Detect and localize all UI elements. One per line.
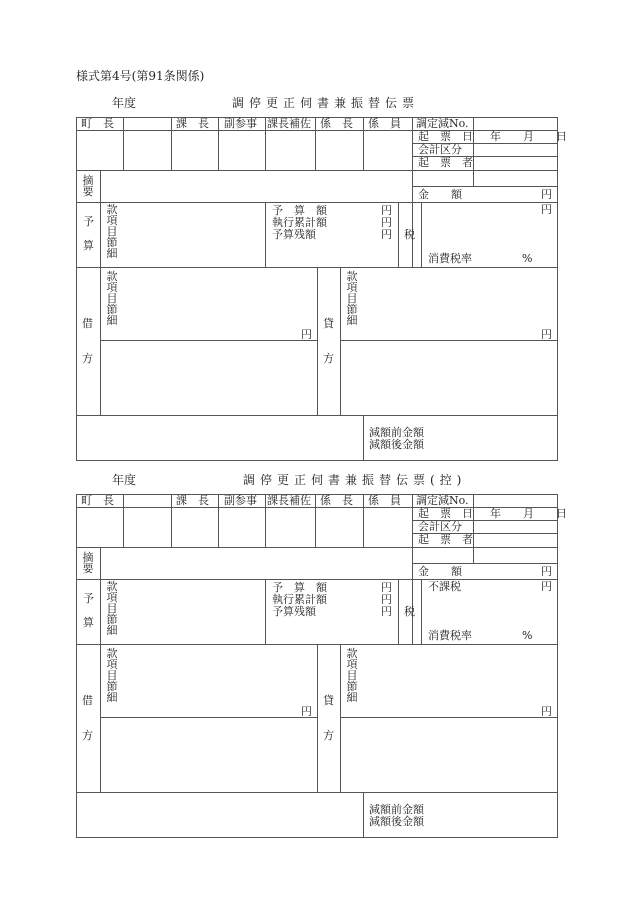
approval-header-section-chief: 課 長 (176, 494, 209, 507)
budget-label-2: 算 (83, 239, 94, 252)
credit-items: 款項目節細 (346, 270, 358, 327)
credit-detail-field[interactable] (341, 341, 557, 415)
executed-total-yen: 円 (381, 216, 392, 229)
account-class-field[interactable] (474, 144, 557, 156)
debit-label-2: 方 (82, 352, 93, 365)
credit-label-2: 方 (323, 729, 334, 742)
credit-yen: 円 (541, 328, 552, 341)
tax-label: 税 (404, 228, 415, 241)
approval-header-staff: 係 員 (368, 494, 401, 507)
stamp-box-assistant-chief[interactable] (266, 131, 315, 170)
budget-amount-yen: 円 (381, 581, 392, 594)
account-class-field[interactable] (474, 521, 557, 533)
credit-yen: 円 (541, 705, 552, 718)
issuer-label: 起 票 者 (418, 156, 473, 169)
debit-yen: 円 (301, 328, 312, 341)
approval-header-mayor: 町 長 (81, 117, 114, 130)
account-class-label: 会計区分 (418, 520, 462, 533)
stamp-box-mayor[interactable] (77, 508, 123, 547)
reduction-before-label: 減額前金額 (369, 426, 424, 439)
tax-free-label: 不課税 (428, 580, 461, 593)
summary-field[interactable] (101, 171, 412, 202)
stamp-box-assistant-chief[interactable] (266, 508, 315, 547)
executed-total-yen: 円 (381, 593, 392, 606)
approval-header-mayor: 町 長 (81, 494, 114, 507)
budget-amount-yen: 円 (381, 204, 392, 217)
consumption-tax-percent: % (522, 629, 533, 642)
approval-header-assistant-chief: 課長補佐 (267, 117, 311, 130)
budget-amount-label: 予 算 額 (272, 581, 327, 594)
debit-items: 款項目節細 (106, 647, 118, 704)
stamp-box-deputy[interactable] (219, 508, 265, 547)
summary-label: 摘要 (82, 174, 94, 198)
account-class-label: 会計区分 (418, 143, 462, 156)
reduction-before-label: 減額前金額 (369, 803, 424, 816)
budget-amount-label: 予 算 額 (272, 204, 327, 217)
tax-yen: 円 (541, 580, 552, 593)
stamp-box-unit-chief[interactable] (316, 131, 363, 170)
stamp-box-mayor[interactable] (77, 131, 123, 170)
issuer-field[interactable] (474, 157, 557, 169)
issue-date-label: 起 票 日 (418, 507, 473, 520)
executed-total-label: 執行累計額 (272, 216, 327, 229)
tax-label: 税 (404, 605, 415, 618)
credit-items: 款項目節細 (346, 647, 358, 704)
remaining-label: 予算残額 (272, 228, 316, 241)
budget-label-1: 予 (83, 592, 94, 605)
approval-header-deputy: 副参事 (224, 117, 257, 130)
amount-label: 金 額 (418, 565, 462, 578)
consumption-tax-rate-label: 消費税率 (428, 629, 472, 642)
approval-header-deputy: 副参事 (224, 494, 257, 507)
budget-label-2: 算 (83, 616, 94, 629)
stamp-box-blank[interactable] (124, 131, 171, 170)
summary-field[interactable] (101, 548, 412, 579)
debit-label-1: 借 (82, 694, 93, 707)
debit-label-1: 借 (82, 317, 93, 330)
debit-items: 款項目節細 (106, 270, 118, 327)
remaining-yen: 円 (381, 605, 392, 618)
form-title: 調停更正伺書兼振替伝票 (232, 96, 420, 110)
form-reference: 様式第4号(第91条関係) (76, 69, 205, 83)
reduction-after-label: 減額後金額 (369, 438, 424, 451)
approval-header-assistant-chief: 課長補佐 (267, 494, 311, 507)
adjust-no-label: 調定減No. (416, 117, 469, 130)
debit-label-2: 方 (82, 729, 93, 742)
remaining-label: 予算残額 (272, 605, 316, 618)
credit-label-1: 貸 (323, 694, 334, 707)
fiscal-year-label: 年度 (112, 473, 137, 487)
approval-header-staff: 係 員 (368, 117, 401, 130)
amount-label: 金 額 (418, 188, 462, 201)
stamp-box-unit-chief[interactable] (316, 508, 363, 547)
credit-detail-field[interactable] (341, 718, 557, 792)
credit-label-2: 方 (323, 352, 334, 365)
issuer-field[interactable] (474, 534, 557, 546)
form-title: 調停更正伺書兼振替伝票(控) (243, 473, 467, 487)
fiscal-year-label: 年度 (112, 96, 137, 110)
stamp-box-staff[interactable] (364, 508, 412, 547)
remaining-yen: 円 (381, 228, 392, 241)
amount-yen: 円 (541, 188, 552, 201)
adjust-no-field[interactable] (474, 495, 557, 507)
debit-yen: 円 (301, 705, 312, 718)
stamp-box-deputy[interactable] (219, 131, 265, 170)
summary-label: 摘要 (82, 551, 94, 575)
approval-header-unit-chief: 係 長 (320, 117, 353, 130)
adjust-no-field[interactable] (474, 118, 557, 130)
issuer-label: 起 票 者 (418, 533, 473, 546)
budget-label-1: 予 (83, 215, 94, 228)
tax-yen: 円 (541, 203, 552, 216)
credit-label-1: 貸 (323, 317, 334, 330)
consumption-tax-rate-label: 消費税率 (428, 252, 472, 265)
debit-detail-field[interactable] (101, 341, 317, 415)
reduction-after-label: 減額後金額 (369, 815, 424, 828)
issue-date-field[interactable]: 年 月 日 (490, 130, 567, 143)
consumption-tax-percent: % (522, 252, 533, 265)
issue-date-label: 起 票 日 (418, 130, 473, 143)
budget-items: 款項目節細 (106, 580, 118, 637)
stamp-box-section-chief[interactable] (172, 508, 218, 547)
amount-yen: 円 (541, 565, 552, 578)
approval-header-unit-chief: 係 長 (320, 494, 353, 507)
stamp-box-staff[interactable] (364, 131, 412, 170)
stamp-box-blank[interactable] (124, 508, 171, 547)
stamp-box-section-chief[interactable] (172, 131, 218, 170)
adjust-no-label: 調定減No. (416, 494, 469, 507)
approval-header-section-chief: 課 長 (176, 117, 209, 130)
executed-total-label: 執行累計額 (272, 593, 327, 606)
issue-date-field[interactable]: 年 月 日 (490, 507, 567, 520)
debit-detail-field[interactable] (101, 718, 317, 792)
budget-items: 款項目節細 (106, 203, 118, 260)
